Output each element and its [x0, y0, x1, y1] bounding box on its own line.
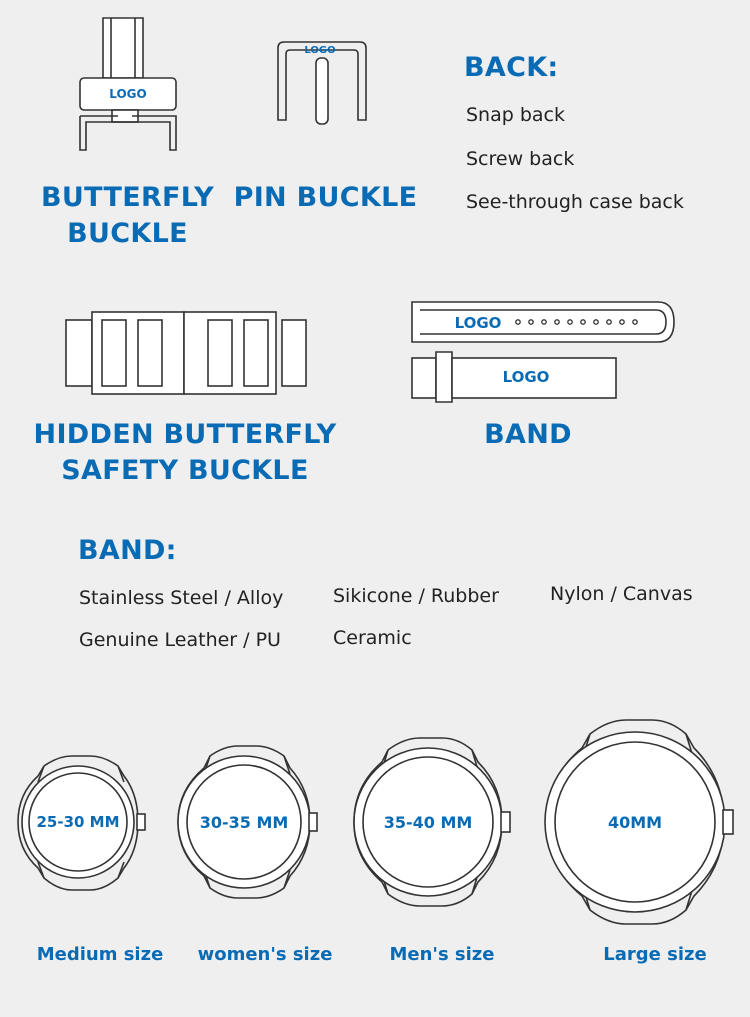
band-material-steel: Stainless Steel / Alloy	[79, 587, 284, 609]
watch-mens-face-text: 35-40 MM	[383, 813, 473, 832]
watch-mens-icon	[344, 734, 516, 910]
butterfly-buckle-icon	[72, 12, 184, 157]
band-logo-bottom: LOGO	[502, 368, 550, 386]
size-label-womens: women's size	[197, 944, 333, 965]
butterfly-buckle-title	[30, 180, 225, 252]
butterfly-title-line2: BUCKLE	[67, 218, 188, 249]
watch-womens-face-text: 30-35 MM	[199, 813, 289, 832]
back-item-see-through: See-through case back	[466, 191, 684, 213]
pin-buckle-title: PIN BUCKLE	[233, 182, 418, 213]
pin-buckle-icon	[274, 38, 370, 128]
butterfly-title-line1: BUTTERFLY	[41, 182, 214, 213]
size-label-large: Large size	[603, 944, 707, 965]
band-heading: BAND:	[78, 535, 177, 566]
band-material-ceramic: Ceramic	[333, 627, 412, 649]
watch-medium-face-text: 25-30 MM	[36, 813, 120, 831]
band-strap-icon	[408, 296, 680, 404]
hidden-title-line1: HIDDEN BUTTERFLY	[33, 419, 337, 450]
band-material-nylon: Nylon / Canvas	[550, 583, 693, 605]
hidden-buckle-title	[20, 417, 350, 489]
watch-large-face-text: 40MM	[607, 813, 663, 832]
back-item-screw: Screw back	[466, 148, 575, 170]
band-material-leather: Genuine Leather / PU	[79, 629, 281, 651]
watch-large-icon	[538, 716, 742, 930]
size-label-mens: Men's size	[389, 944, 495, 965]
band-material-silicone: Sikicone / Rubber	[333, 585, 499, 607]
butterfly-logo: LOGO	[109, 87, 147, 101]
hidden-title-line2: SAFETY BUCKLE	[61, 455, 309, 486]
watch-womens-icon	[170, 742, 322, 902]
band-strap-title: BAND	[484, 419, 572, 450]
size-label-medium: Medium size	[36, 944, 164, 965]
pin-logo: LOGO	[304, 45, 336, 56]
watch-medium-icon	[10, 752, 150, 894]
back-heading: BACK:	[464, 52, 559, 83]
back-item-snap: Snap back	[466, 104, 565, 126]
hidden-butterfly-buckle-icon	[62, 308, 310, 398]
band-logo-top: LOGO	[454, 314, 502, 332]
